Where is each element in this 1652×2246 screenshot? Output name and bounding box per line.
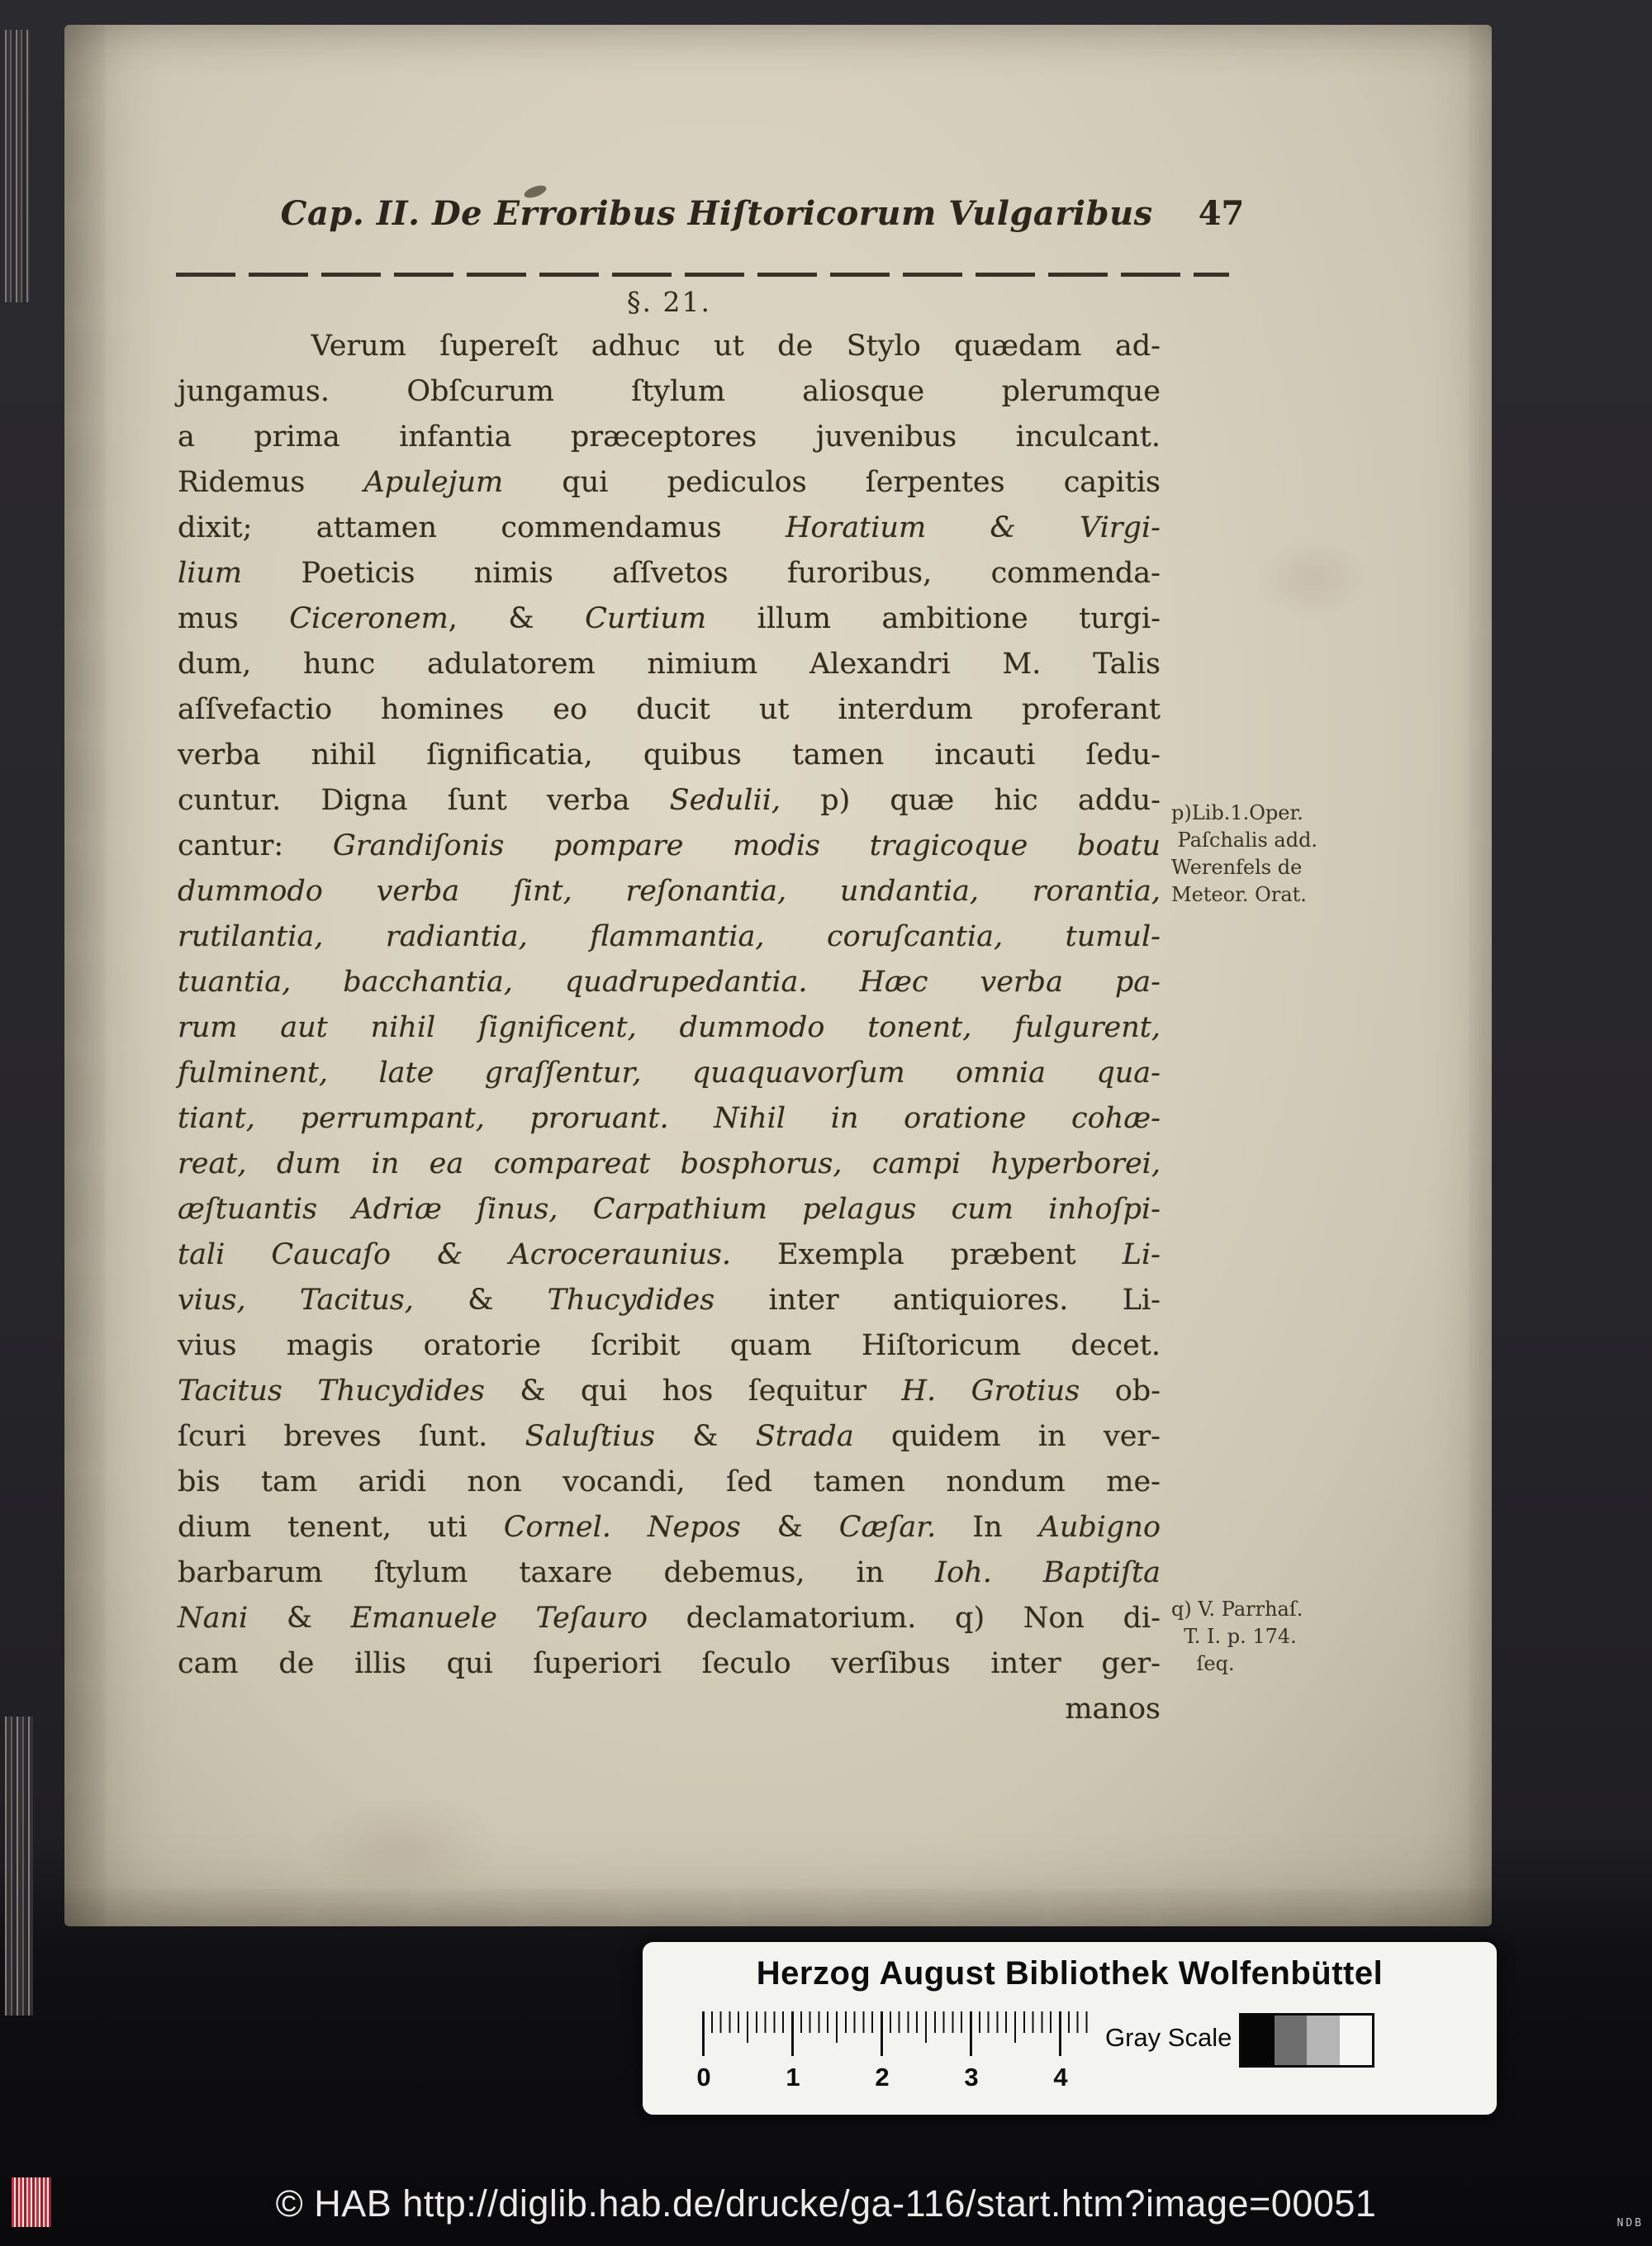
page-header (213, 194, 1312, 233)
attribution-caption: © HAB http://diglib.hab.de/drucke/ga-116/start.htm?image=00051 (275, 2182, 1377, 2225)
gray-patch (1275, 2016, 1308, 2065)
header-rule (176, 273, 1229, 277)
ruler-number: 2 (875, 2063, 890, 2092)
margin-note-p: p)Lib.1.Oper. Paſchalis add. Werenfels de Meteor. Orat. (1171, 801, 1318, 906)
page-number: 47 (1198, 194, 1245, 233)
chapter-heading: Cap. II. De Erroribus Hiſtoricorum Vulgaribus (280, 194, 1153, 233)
ruler-number: 1 (786, 2063, 800, 2092)
gray-patch (1241, 2016, 1275, 2065)
ruler-number: 3 (964, 2063, 979, 2092)
gray-scale-label: Gray Scale (1105, 2023, 1232, 2052)
book-page-edges-top (5, 30, 30, 302)
ruler-number: 4 (1053, 2063, 1068, 2092)
library-name: Herzog August Bibliothek Wolfenbüttel (756, 1955, 1384, 1992)
paper-stain (1254, 537, 1370, 620)
book-page-edges-bottom (5, 1717, 33, 2016)
section-mark: §. 21. (627, 286, 711, 318)
ruler-major-ticks (702, 2011, 1062, 2056)
corner-mark: NDB (1616, 2217, 1644, 2229)
body-text: Verum ſupereſt adhuc ut de Stylo quædam ad- jungamus. Obſcurum ſtylum aliosque plerumque a prima infantia præceptores juvenibus inculcant. Ridemus Apulejum qui pediculos ſerpentes capitis dixit; attamen commendamus Horatium & Virgi- lium Poeticis nimis aſſvetos furoribus, commenda- mus Ciceronem, & Curtium illum ambitione turgi- dum, hunc adulatorem nimium Alexandri M. Talis aſſvefactio homines eo ducit ut interdum proferant verba nihil ſignificatia, quibus tamen incauti ſedu- cuntur. Digna ſunt verba Sedulii, p) quæ hic addu- cantur: Grandiſonis pompare modis tragicoque boatu dummodo verba ſint, reſonantia, undantia, rorantia, rutilantia, radiantia, flammantia, coruſcantia, tumul- tuantia, bacchantia, quadrupedantia. Hæc verba pa- rum aut nihil ſignificent, dummodo tonent, fulgurent, fulminent, late graſſentur, quaquavorſum omnia qua- tiant, perrumpant, proruant. Nihil in oratione cohæ- reat, dum in ea compareat bosphorus, campi hyperborei, æſtuantis Adriæ ſinus, Carpathium pelagus cum inhoſpi- tali Caucaſo & Acroceraunius. Exempla præbent Li- vius, Tacitus, & Thucydides inter antiquiores. Li- vius magis oratorie ſcribit quam Hiſtoricum decet. Tacitus Thucydides & qui hos ſequitur H. Grotius ob- ſcuri breves ſunt. Saluſtius & Strada quidem in ver- bis tam aridi non vocandi, ſed tamen nondum me- dium tenent, uti Cornel. Nepos & Cæſar. In Aubigno barbarum ſtylum taxare debemus, in Ioh. Baptiſta Nani & Emanuele Teſauro declamatorium. q) Non di- cam de illis qui ſuperiori ſeculo verſibus inter ger- manos (178, 330, 1161, 1726)
gray-scale-patches (1239, 2013, 1374, 2068)
gray-patch (1340, 2016, 1373, 2065)
ruler-number: 0 (696, 2063, 711, 2092)
library-label (640, 1940, 1499, 2117)
paper-stain (304, 1793, 502, 1900)
ruler-scale (696, 2011, 1107, 2111)
gray-patch (1307, 2016, 1340, 2065)
color-calibration-bar (12, 2177, 51, 2227)
scanned-book-page (64, 25, 1492, 1926)
margin-note-q: q) V. Parrhaſ. T. I. p. 174. ſeq. (1171, 1598, 1303, 1675)
